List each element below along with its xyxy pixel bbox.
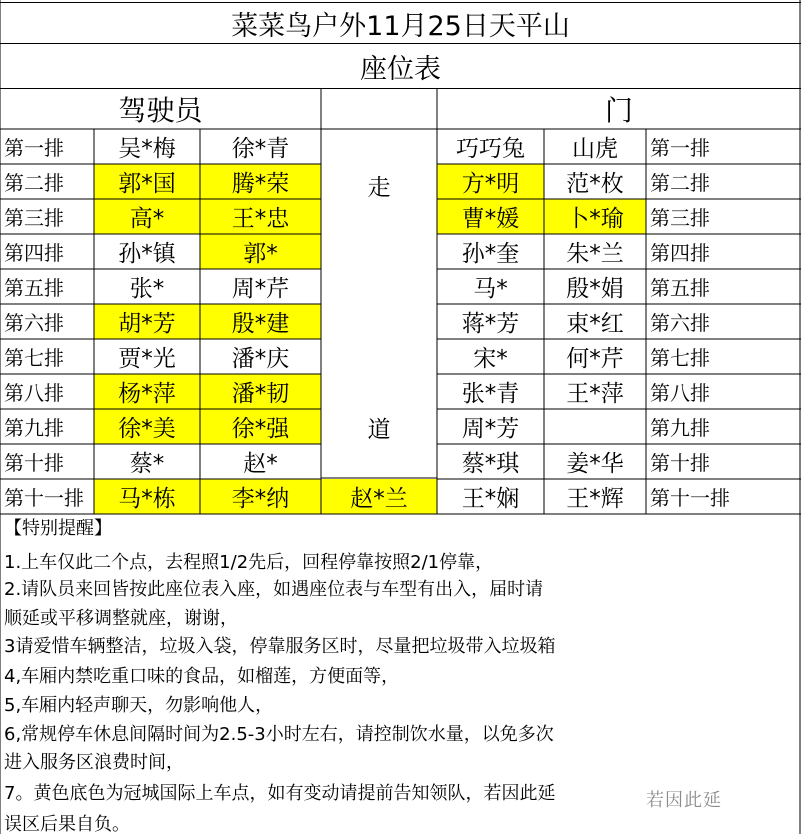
row-label: 第五排 bbox=[650, 276, 710, 300]
seat-cell: 蔡*琪 bbox=[461, 451, 520, 477]
note-line: 4,车厢内禁吃重口味的食品，如榴莲，方便面等， bbox=[4, 666, 400, 687]
note-line: 进入服务区浪费时间， bbox=[4, 752, 184, 773]
seat-cell: 卜*瑜 bbox=[544, 199, 646, 234]
seat-cell: 潘*庆 bbox=[231, 346, 290, 372]
row-label: 第十排 bbox=[650, 451, 710, 475]
note-line: 6,常规停车休息间隔时间为2.5-3小时左右，请控制饮水量，以免多次 bbox=[4, 724, 554, 745]
note-line: 3请爱惜车辆整洁，垃圾入袋，停靠服务区时，尽量把垃圾带入垃圾箱 bbox=[4, 636, 556, 657]
seat-cell: 贾*光 bbox=[118, 346, 176, 372]
seat-cell: 腾*荣 bbox=[200, 164, 321, 199]
row-label: 第三排 bbox=[4, 206, 64, 230]
seat-cell: 王*忠 bbox=[200, 199, 321, 234]
note-line: 7。黄色底色为冠城国际上车点，如有变动请提前告知领队，若因此延 bbox=[4, 783, 556, 804]
seat-cell: 朱*兰 bbox=[566, 241, 624, 267]
row-label: 第六排 bbox=[4, 311, 64, 335]
row-label: 第一排 bbox=[650, 136, 710, 160]
seat-cell: 束*红 bbox=[566, 311, 624, 337]
row-label: 第十排 bbox=[4, 451, 64, 475]
row-label: 第一排 bbox=[4, 136, 64, 160]
seat-cell: 徐*强 bbox=[200, 409, 321, 444]
seat-cell: 赵*兰 bbox=[321, 479, 437, 514]
row-label: 第六排 bbox=[650, 311, 710, 335]
row-label: 第十一排 bbox=[650, 486, 730, 510]
seat-cell: 张*青 bbox=[461, 381, 520, 407]
row-label: 第二排 bbox=[4, 171, 64, 195]
seat-cell: 徐*青 bbox=[231, 136, 290, 162]
seat-cell: 方*明 bbox=[437, 164, 544, 199]
seat-cell: 高* bbox=[94, 199, 200, 234]
seat-cell: 孙*奎 bbox=[461, 241, 520, 267]
seat-cell: 王*萍 bbox=[566, 381, 624, 407]
note-line: 顺延或平移调整就座，谢谢， bbox=[4, 608, 238, 629]
notes-heading: 【特别提醒】 bbox=[4, 518, 112, 539]
seat-cell: 潘*韧 bbox=[200, 374, 321, 409]
row-label: 第十一排 bbox=[4, 486, 84, 510]
row-label: 第二排 bbox=[650, 171, 710, 195]
seat-cell: 宋* bbox=[473, 346, 508, 372]
note-line: 5,车厢内轻声聊天，勿影响他人， bbox=[4, 695, 274, 716]
note-line: 误区后果自负。 bbox=[4, 814, 130, 835]
driver-header: 驾驶员 bbox=[118, 94, 203, 127]
row-label: 第九排 bbox=[4, 416, 64, 440]
seat-cell: 姜*华 bbox=[566, 451, 624, 477]
aisle-label-top: 走 bbox=[367, 175, 391, 201]
seat-cell: 张* bbox=[129, 276, 165, 302]
seat-cell: 何*芹 bbox=[566, 346, 624, 372]
seat-cell: 马* bbox=[473, 276, 508, 302]
page-title: 菜菜鸟户外11月25日天平山 bbox=[0, 2, 801, 44]
seat-cell: 郭* bbox=[200, 234, 321, 269]
seat-cell: 殷*娟 bbox=[566, 276, 624, 302]
watermark: 若因此延 bbox=[614, 782, 754, 816]
seat-cell: 蒋*芳 bbox=[461, 311, 520, 337]
row-label: 第七排 bbox=[650, 346, 710, 370]
row-label: 第四排 bbox=[650, 241, 710, 265]
seat-cell: 李*纳 bbox=[200, 479, 321, 514]
row-label: 第五排 bbox=[4, 276, 64, 300]
chart-subtitle: 座位表 bbox=[0, 44, 801, 89]
header-aisle-blank bbox=[321, 89, 437, 129]
seat-cell: 马*栋 bbox=[94, 479, 200, 514]
row-label: 第三排 bbox=[650, 206, 710, 230]
seat-cell: 王*辉 bbox=[566, 486, 624, 512]
seat-cell: 周*芹 bbox=[231, 276, 290, 302]
seat-cell: 吴*梅 bbox=[118, 136, 176, 162]
row-label: 第八排 bbox=[4, 381, 64, 405]
seat-cell: 孙*镇 bbox=[118, 241, 176, 267]
seat-cell bbox=[544, 409, 646, 444]
seat-cell: 巧巧兔 bbox=[456, 136, 525, 162]
door-header: 门 bbox=[604, 94, 633, 127]
seat-cell: 周*芳 bbox=[461, 416, 520, 442]
seat-cell: 曹*媛 bbox=[437, 199, 544, 234]
seat-cell: 殷*建 bbox=[200, 304, 321, 339]
seat-cell: 蔡* bbox=[129, 451, 165, 477]
seat-cell: 山虎 bbox=[572, 136, 618, 162]
aisle-label-bottom: 道 bbox=[367, 417, 391, 443]
row-label: 第七排 bbox=[4, 346, 64, 370]
row-label: 第九排 bbox=[650, 416, 710, 440]
seat-cell: 范*枚 bbox=[566, 171, 624, 197]
note-line: 2.请队员来回皆按此座位表入座，如遇座位表与车型有出入，届时请 bbox=[4, 579, 544, 600]
row-label: 第八排 bbox=[650, 381, 710, 405]
seat-cell: 胡*芳 bbox=[94, 304, 200, 339]
seat-cell: 赵* bbox=[243, 451, 278, 477]
seat-cell: 王*娴 bbox=[461, 486, 520, 512]
seat-cell: 徐*美 bbox=[94, 409, 200, 444]
note-line: 1.上车仅此二个点，去程照1/2先后，回程停靠按照2/1停靠， bbox=[4, 552, 494, 573]
seat-cell: 杨*萍 bbox=[94, 374, 200, 409]
seat-cell: 郭*国 bbox=[94, 164, 200, 199]
row-label: 第四排 bbox=[4, 241, 64, 265]
